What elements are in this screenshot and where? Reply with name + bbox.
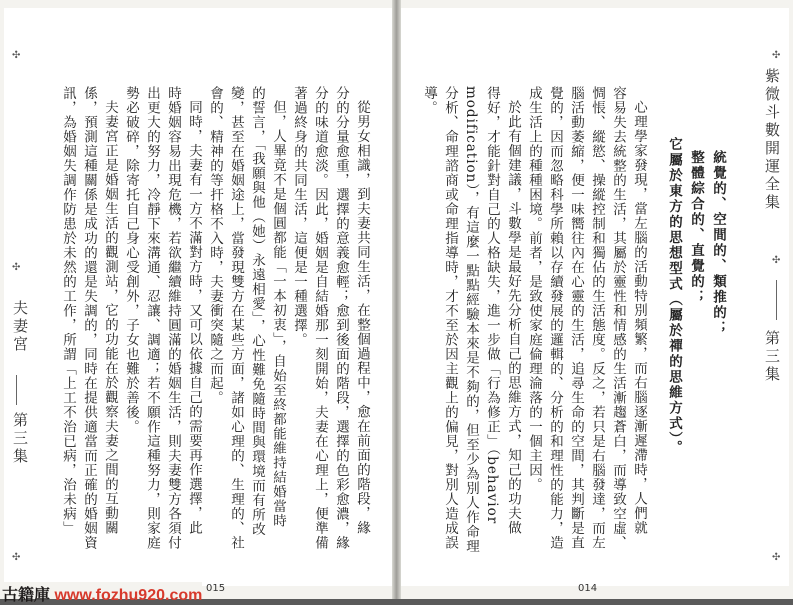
text-column: 訊，為婚姻失調作防患於未然的工作，所謂「上工不治已病，治未病」 (60, 86, 76, 536)
site-watermark (0, 582, 203, 604)
text-column: 出更大的努力，冷靜下來溝通、忍讓、調適；若不願作這種努力，則家庭 (144, 86, 160, 550)
text-column: 成生活上的種種困境。前者，是致使家庭倫理淪落的一個主因。 (526, 86, 542, 492)
book-gutter (392, 0, 401, 599)
text-column: 從男女相識，到夫妻共同生活，在整個過程中，愈在前面的階段，緣 (354, 100, 370, 535)
page-number-right: 014 (578, 583, 598, 594)
text-column: 得好，才能針對自己的人格缺失，進一步做「行為修正」（behavior (484, 86, 500, 525)
chapter-label: 夫妻宮 (11, 300, 29, 354)
watermark-prefix: 古籍庫 (2, 587, 51, 604)
diamond-ornament-icon: ✣ (772, 255, 781, 266)
corner-ornament-icon: ✣ (772, 552, 781, 563)
text-column: 但，人畢竟不是個圓都能「一本初衷」，自始至終都能維持結婚當時 (270, 100, 286, 529)
text-column: 導。 (421, 86, 437, 115)
text-column: 勢必破碎，除寄托自己身心受創外，子女也難於善後。 (123, 86, 139, 434)
corner-ornament-icon: ✣ (12, 50, 21, 61)
text-column: 於此有個建議，斗數學是最好先分析自己的思維方式，知己的功夫做 (505, 100, 521, 535)
diamond-ornament-icon: ✣ (12, 262, 21, 273)
text-column: 著過終身的共同生活，這便是一種選擇。 (291, 86, 307, 347)
text-column: modification），有這麼一點點經驗本來是不夠的，但至少為別人作命理 (463, 86, 479, 554)
corner-ornament-icon: ✣ (12, 552, 21, 563)
text-column: 分的味道愈淡。因此，婚姻是自結婚那一刻開始，夫妻在心理上，便準備 (312, 86, 328, 550)
text-column: 夫妻宮正是婚姻生活的觀測站，它的功能在於觀察夫妻之間的互動關 (102, 100, 118, 535)
text-column: 會的、精神的等扞格不入時，夫妻衝突隨之而起。 (207, 86, 223, 405)
text-column: 惆悵、縱慾、操縱控制和獨佔的生活態度。反之，若只是右腦發達，而左 (589, 86, 605, 550)
text-column: 覺的，因而忽略科學所賴以存續發展的邏輯的、分析的和理性的能力，造 (547, 86, 563, 550)
heading-line: 它屬於東方的思想型式（屬於禪的思維方式）。 (666, 137, 682, 456)
volume-label-left: 第三集 (11, 412, 29, 466)
heading-line: 統覺的、空間的、類推的； (710, 150, 726, 336)
text-column: 係，預測這種關係是成功的還是失調的，同時在提供適當而正確的婚姻資 (81, 86, 97, 550)
side-rule (776, 280, 777, 320)
text-column: 同時，夫妻有一方不滿對方時，又可以依據自己的需要再作選擇，此 (186, 100, 202, 535)
heading-line: 整體綜合的、直覺的； (688, 150, 704, 305)
text-column: 分的分量愈重，選擇的意義愈輕；愈到後面的階段，選擇的色彩愈濃，緣 (333, 86, 349, 550)
corner-ornament-icon: ✣ (772, 50, 781, 61)
running-title: 紫微斗數開運全集 (763, 68, 781, 212)
volume-label-right: 第三集 (763, 330, 781, 384)
text-column: 心理學家發現，當左腦的活動特別頻繁，而右腦逐漸遲滯時，人們就 (631, 100, 647, 535)
page-number-left: 015 (206, 583, 226, 594)
side-rule (16, 375, 17, 405)
text-column: 分析、命理諮商或命理指導時，才不至於因主觀上的偏見，對別人造成誤 (442, 86, 458, 550)
text-column: 的誓言，「我願與他（她）永遠相愛」，心性難免隨時間與環境而有所改 (249, 86, 265, 537)
text-column: 腦活動萎縮，便一味嚮往內在心靈的生活，追尋生命的空間，其判斷是直 (568, 86, 584, 550)
watermark-url: www.fozhu920.com (54, 587, 203, 604)
text-column: 變，甚至在婚姻途上，當發現雙方在某些方面，諸如心理的、生理的、社 (228, 86, 244, 550)
text-column: 容易失去統整的生活，其屬於靈性和情感的生活漸趨蒼白，而導致空虛、 (610, 86, 626, 550)
text-column: 時婚姻容易出現危機，若欲繼續維持圓滿的婚姻生活，則夫妻雙方各須付 (165, 86, 181, 550)
